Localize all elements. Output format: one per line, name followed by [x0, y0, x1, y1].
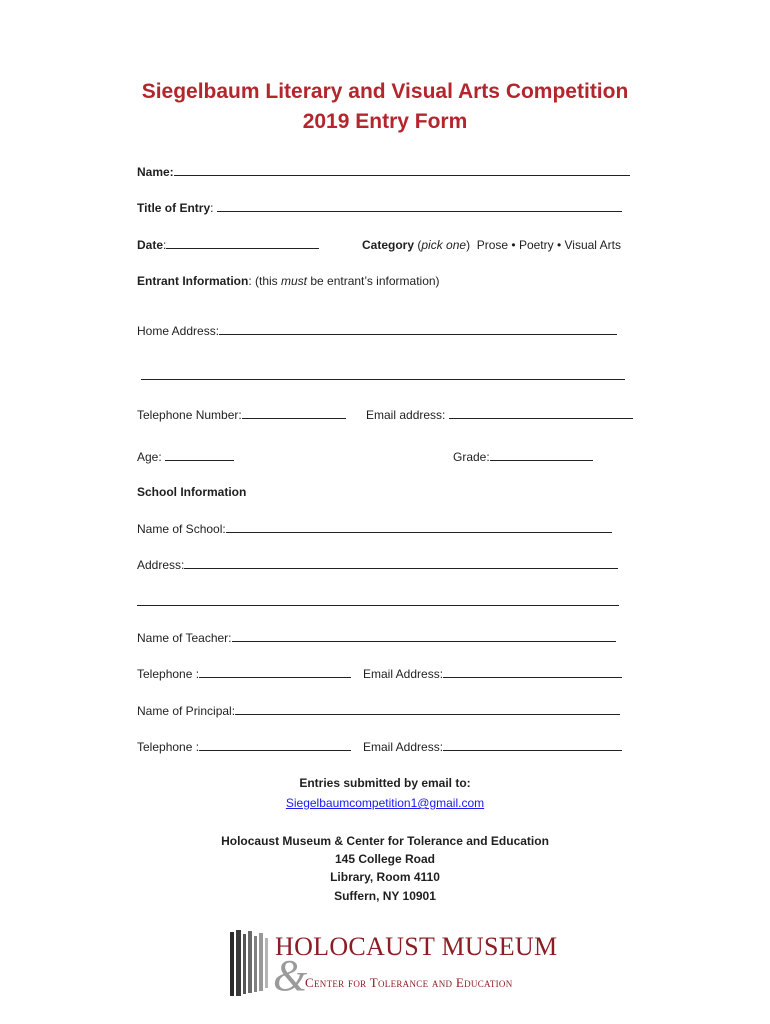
school-address-field[interactable]: [184, 557, 618, 569]
barcode-bars-icon: [229, 928, 271, 998]
form-title-line2: 2019 Entry Form: [302, 110, 468, 133]
school-address-row: [137, 557, 618, 573]
date-label: Date: [137, 238, 164, 252]
name-of-principal-field[interactable]: [235, 703, 620, 715]
email-row: [366, 407, 633, 423]
principal-email-label: Email Address:: [363, 740, 444, 754]
entrant-note-suffix: be entrant’s information): [307, 274, 440, 288]
date-field[interactable]: [166, 237, 319, 249]
submission-email-link[interactable]: Siegelbaumcompetition1@gmail.com: [285, 796, 485, 810]
home-address-row: [137, 323, 617, 339]
telephone-number-field[interactable]: [242, 407, 346, 419]
entrant-note-prefix: : (this: [248, 274, 281, 288]
holocaust-museum-logo: [229, 928, 558, 1000]
date-row: [137, 237, 319, 253]
entrant-heading-row: [137, 273, 440, 289]
teacher-telephone-label: Telephone :: [137, 667, 200, 681]
principal-telephone-row: [137, 739, 351, 755]
name-of-teacher-row: [137, 630, 616, 646]
school-info-heading: School Information: [137, 485, 247, 499]
email-address-field[interactable]: [449, 407, 633, 419]
logo-text-line2: Center for Tolerance and Education: [305, 975, 513, 990]
name-label: Name:: [137, 165, 174, 179]
name-of-principal-label: Name of Principal:: [137, 704, 236, 718]
teacher-email-label: Email Address:: [363, 667, 444, 681]
org-street: 145 College Road: [334, 852, 436, 866]
logo-ampersand: &: [273, 951, 308, 1000]
home-address-line2-row: [141, 368, 625, 384]
home-address-label: Home Address:: [137, 324, 220, 338]
name-row: [137, 164, 630, 180]
category-open: (: [414, 238, 422, 252]
name-of-teacher-label: Name of Teacher:: [137, 631, 232, 645]
school-address-label: Address:: [137, 558, 185, 572]
title-of-entry-label: Title of Entry: [137, 201, 211, 215]
home-address-field[interactable]: [219, 323, 617, 335]
email-address-label: Email address:: [366, 408, 446, 422]
telephone-row: [137, 407, 346, 423]
category-options[interactable]: Prose • Poetry • Visual Arts: [476, 238, 621, 252]
principal-telephone-label: Telephone :: [137, 740, 200, 754]
teacher-telephone-row: [137, 666, 351, 682]
form-title-line1: Siegelbaum Literary and Visual Arts Competition: [141, 80, 629, 103]
school-address-line2-field[interactable]: [137, 594, 619, 606]
name-of-school-field[interactable]: [226, 521, 612, 533]
category-close: ): [466, 238, 471, 252]
name-of-teacher-field[interactable]: [232, 630, 616, 642]
category-label: Category: [362, 238, 415, 252]
submission-label: Entries submitted by email to:: [299, 776, 471, 790]
name-of-principal-row: [137, 703, 620, 719]
name-field[interactable]: [174, 164, 630, 176]
principal-email-field[interactable]: [443, 739, 622, 751]
category-pick-one: pick one: [421, 238, 467, 252]
org-room: Library, Room 4110: [330, 870, 440, 884]
school-address-line2-row: [137, 594, 619, 610]
principal-telephone-field[interactable]: [199, 739, 351, 751]
name-of-school-label: Name of School:: [137, 522, 226, 536]
principal-email-row: [363, 739, 622, 755]
grade-field[interactable]: [490, 449, 593, 461]
grade-label: Grade:: [453, 450, 490, 464]
name-of-school-row: [137, 521, 612, 537]
age-label: Age:: [137, 450, 162, 464]
grade-row: [453, 449, 593, 465]
submission-email-wrap: [0, 794, 770, 812]
age-row: [137, 449, 234, 465]
age-field[interactable]: [165, 449, 234, 461]
org-name: Holocaust Museum & Center for Tolerance and Education: [221, 834, 549, 848]
entrant-note-must: must: [281, 274, 308, 288]
logo-text-line1: HOLOCAUST MUSEUM: [275, 932, 558, 961]
home-address-line2-field[interactable]: [141, 368, 625, 380]
title-of-entry-row: [137, 200, 622, 216]
org-city: Suffern, NY 10901: [334, 889, 436, 903]
title-of-entry-colon: :: [210, 201, 214, 215]
date-colon: :: [163, 238, 167, 252]
entrant-info-heading: Entrant Information: [137, 274, 249, 288]
teacher-telephone-field[interactable]: [199, 666, 351, 678]
category-row: [362, 237, 621, 253]
title-of-entry-field[interactable]: [217, 200, 622, 212]
teacher-email-field[interactable]: [443, 666, 622, 678]
telephone-number-label: Telephone Number:: [137, 408, 242, 422]
teacher-email-row: [363, 666, 622, 682]
